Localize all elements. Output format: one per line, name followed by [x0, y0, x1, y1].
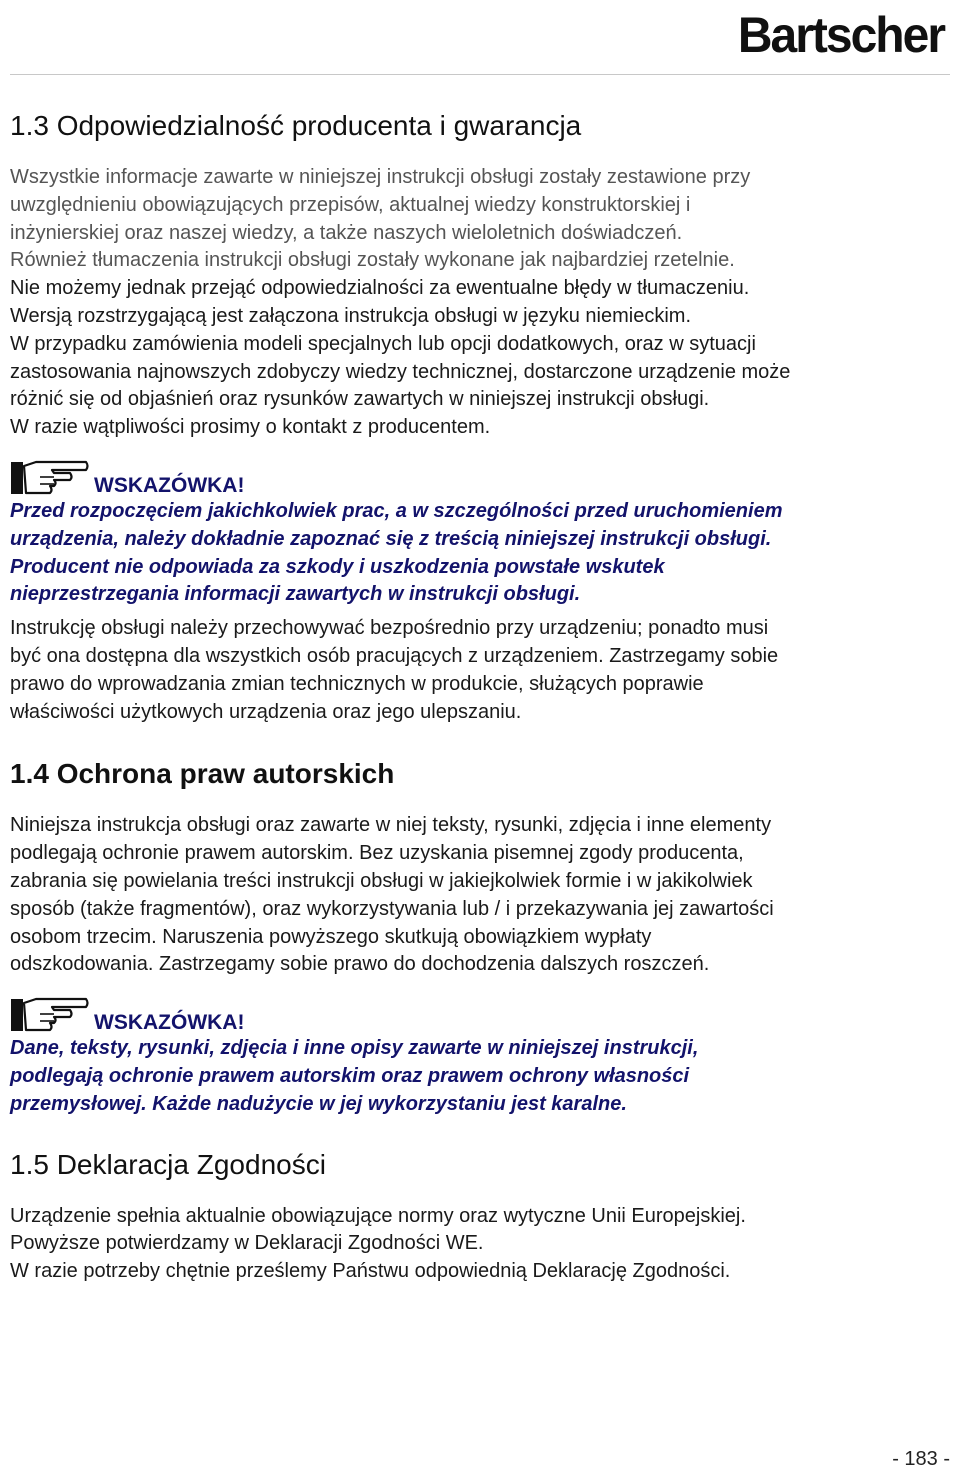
note-line: Przed rozpoczęciem jakichkolwiek prac, a w szczególności przed uruchomieniem: [10, 499, 783, 522]
pointing-hand-icon: [10, 993, 90, 1035]
paragraph-line: W przypadku zamówienia modeli specjalnych lub opcji dodatkowych, oraz w sytuacji: [10, 332, 756, 355]
paragraph-line: prawo do wprowadzania zmian technicznych w produkcie, służących poprawie: [10, 672, 704, 695]
section-heading-conformity: 1.5 Deklaracja Zgodności: [10, 1148, 326, 1180]
paragraph-line: osobom trzecim. Naruszenia powyższego skutkują obowiązkiem wypłaty: [10, 925, 652, 948]
paragraph-line: uwzględnieniu obowiązujących przepisów, aktualnej wiedzy konstruktorskiej i: [10, 193, 691, 216]
paragraph-line: właściwości użytkowych urządzenia oraz jego ulepszaniu.: [10, 700, 522, 723]
note-body: [10, 1035, 945, 1118]
paragraph-line: podlegają ochronie prawem autorskim. Bez uzyskania pisemnej zgody producenta,: [10, 842, 744, 865]
paragraph-line: być ona dostępna dla wszystkich osób pracujących z urządzeniem. Zastrzegamy sobie: [10, 644, 779, 667]
paragraph-line: odszkodowania. Zastrzegamy sobie prawo do dochodzenia dalszych roszczeń.: [10, 953, 710, 976]
paragraph-line: Powyższe potwierdzamy w Deklaracji Zgodności WE.: [10, 1232, 484, 1255]
page-content: [10, 104, 945, 1286]
pointing-hand-icon: [10, 456, 90, 498]
paragraph-line: sposób (także fragmentów), oraz wykorzystywania lub / i przekazywania jej zawartości: [10, 897, 774, 920]
page-number: - 183 -: [892, 1448, 950, 1470]
section-heading-liability: 1.3 Odpowiedzialność producenta i gwarancja: [10, 110, 582, 141]
note-line: urządzenia, należy dokładnie zapoznać się z treścią niniejszej instrukcji obsługi.: [10, 527, 772, 550]
paragraph-line: różnić się od objaśnień oraz rysunków zawartych w niniejszej instrukcji obsługi.: [10, 388, 710, 411]
note-label: WSKAZÓWKA!: [94, 473, 245, 497]
brand-wordmark: Bartscher: [737, 7, 944, 64]
note-line: podlegają ochronie prawem autorskim oraz prawem ochrony własności: [10, 1064, 690, 1087]
paragraph-line: inżynierskiej oraz naszej wiedzy, a także naszych wieloletnich doświadczeń.: [10, 221, 683, 244]
note-line: Dane, teksty, rysunki, zdjęcia i inne opisy zawarte w niniejszej instrukcji,: [10, 1037, 699, 1060]
paragraph-line: W razie potrzeby chętnie prześlemy Państwu odpowiednią Deklarację Zgodności.: [10, 1260, 731, 1283]
paragraph-line: Instrukcję obsługi należy przechowywać bezpośrednio przy urządzeniu; ponadto musi: [10, 617, 769, 640]
paragraph-line: zabrania się powielania treści instrukcji obsługi w jakiejkolwiek formie i w jakikolwiek: [10, 869, 753, 892]
section-heading-copyright: 1.4 Ochrona praw autorskich: [10, 758, 395, 790]
paragraph-line: Niniejsza instrukcja obsługi oraz zawarte w niej teksty, rysunki, zdjęcia i inne elementy: [10, 814, 772, 837]
note-line: Producent nie odpowiada za szkody i uszkodzenia powstałe wskutek: [10, 555, 665, 578]
paragraph-line: zastosowania najnowszych zdobyczy wiedzy technicznej, dostarczone urządzenie może: [10, 360, 791, 383]
note-line: przemysłowej. Każde nadużycie w jej wykorzystaniu jest karalne.: [10, 1092, 627, 1115]
bartscher-logo: [738, 6, 944, 66]
note-label: WSKAZÓWKA!: [94, 1011, 245, 1035]
paragraph-line: Wszystkie informacje zawarte w niniejszej instrukcji obsługi zostały zestawione przy: [10, 166, 751, 188]
header-divider: [10, 74, 950, 75]
paragraph-line: Wersją rozstrzygającą jest załączona instrukcja obsługi w języku niemieckim.: [10, 304, 691, 327]
paragraph-line: Nie możemy jednak przejąć odpowiedzialności za ewentualne błędy w tłumaczeniu.: [10, 277, 750, 300]
note-line: nieprzestrzegania informacji zawartych w instrukcji obsługi.: [10, 583, 581, 606]
paragraph-line: Urządzenie spełnia aktualnie obowiązujące normy oraz wytyczne Unii Europejskiej.: [10, 1204, 746, 1227]
paragraph-line: Również tłumaczenia instrukcji obsługi zostały wykonane jak najbardziej rzetelnie.: [10, 249, 735, 272]
note-header: [10, 993, 945, 1035]
note-body: [10, 498, 945, 609]
paragraph-line: W razie wątpliwości prosimy o kontakt z producentem.: [10, 416, 491, 439]
note-header: [10, 456, 945, 498]
